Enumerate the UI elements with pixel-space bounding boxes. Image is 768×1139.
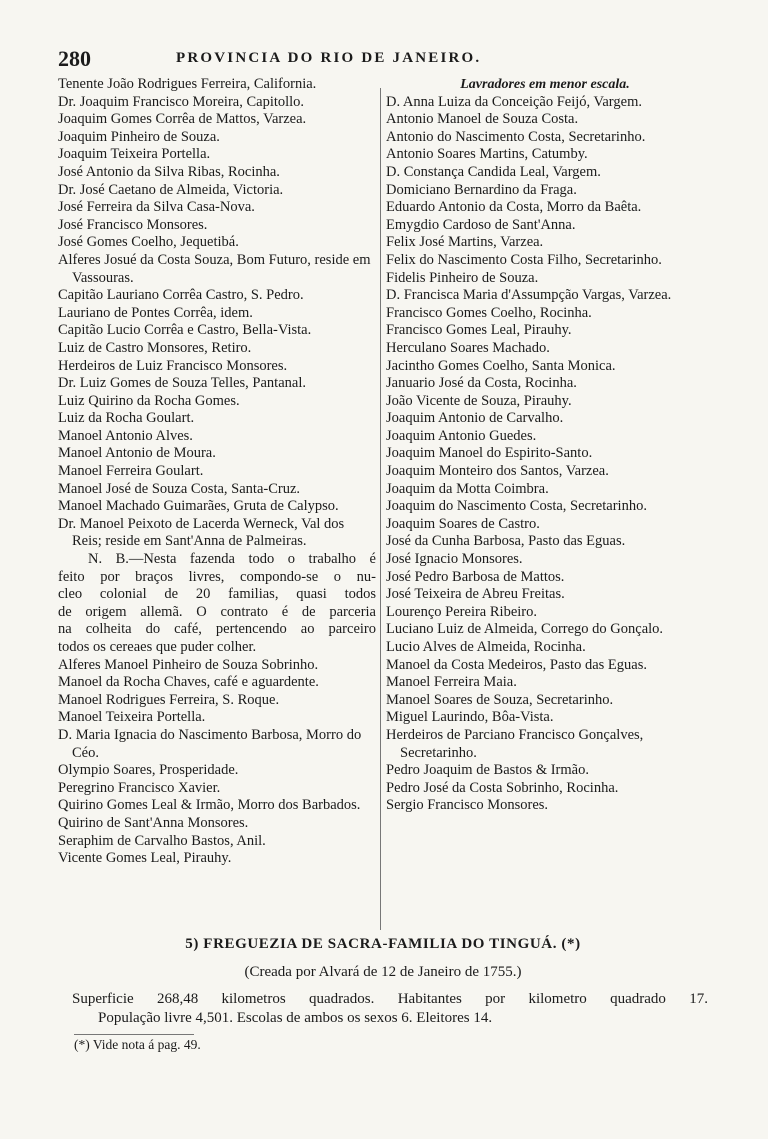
list-entry: Pedro José da Costa Sobrinho, Rocinha. (386, 779, 619, 796)
list-entry: Luiz Quirino da Rocha Gomes. (58, 392, 240, 409)
footnote-rule (74, 1034, 194, 1035)
list-entry: Alferes Josué da Costa Souza, Bom Futuro, reside em Vassouras. (58, 251, 371, 286)
list-entry: Alferes Manoel Pinheiro de Souza Sobrinho. (58, 656, 319, 673)
list-entry: José Antonio da Silva Ribas, Rocinha. (58, 163, 280, 180)
list-entry: Antonio do Nascimento Costa, Secretarinho. (386, 128, 646, 145)
nb-note-rest (58, 569, 376, 657)
list-entry: Felix José Martins, Varzea. (386, 234, 544, 251)
list-entry: Joaquim do Nascimento Costa, Secretarinho. (386, 498, 647, 515)
list-entry: Tenente João Rodrigues Ferreira, California. (58, 76, 317, 92)
list-entry: Joaquim Soares de Castro. (386, 515, 540, 532)
list-entry: Januario José da Costa, Rocinha. (386, 375, 577, 392)
list-entry: Dr. Luiz Gomes de Souza Telles, Pantanal. (58, 375, 306, 392)
creation-note: (Creada por Alvará de 12 de Janeiro de 1755.) (244, 964, 522, 980)
list-entry: Joaquim Gomes Corrêa de Mattos, Varzea. (58, 111, 307, 128)
list-entry: Joaquim Pinheiro de Souza. (58, 128, 220, 145)
nb-line: na colheita do café, pertencendo ao parceiro (58, 621, 376, 638)
list-entry: Manoel Rodrigues Ferreira, S. Roque. (58, 691, 280, 708)
list-entry: Jacintho Gomes Coelho, Santa Monica. (386, 357, 616, 374)
list-entry: Joaquim Antonio Guedes. (386, 427, 537, 444)
section-title: 5) FREGUEZIA DE SACRA-FAMILIA DO TINGUÁ. (*) (185, 936, 581, 952)
list-entry: José Teixeira de Abreu Freitas. (386, 586, 565, 603)
stats-line: Superficie 268,48 kilometros quadrados. Habitantes por kilometro quadrado 17. (72, 991, 708, 1007)
list-entry: Sergio Francisco Monsores. (386, 797, 549, 814)
list-entry: Manoel Ferreira Goulart. (58, 463, 204, 480)
nb-line: todos os cereaes que puder colher. (58, 639, 257, 655)
list-entry: Francisco Gomes Leal, Pirauhy. (386, 322, 572, 339)
list-entry: Manoel Machado Guimarães, Gruta de Calypso. (58, 498, 339, 515)
list-entry: Manoel Ferreira Maia. (386, 674, 517, 691)
list-entry: Eduardo Antonio da Costa, Morro da Baêta. (386, 199, 642, 216)
list-entry: Miguel Laurindo, Bôa-Vista. (386, 709, 554, 726)
list-entry: D. Maria Ignacia do Nascimento Barbosa, Morro do Céo. (58, 726, 362, 761)
list-entry: Dr. Manoel Peixoto de Lacerda Werneck, Val dos Reis; reside em Sant'Anna de Palmeiras. (58, 515, 345, 550)
left-entries-a (58, 76, 376, 551)
list-entry: D. Anna Luiza da Conceição Feijó, Vargem. (386, 93, 642, 110)
list-entry: Herdeiros de Parciano Francisco Gonçalves, Secretarinho. (386, 726, 644, 761)
list-entry: Manoel José de Souza Costa, Santa-Cruz. (58, 480, 301, 497)
list-entry: João Vicente de Souza, Pirauhy. (386, 392, 572, 409)
list-entry: Luciano Luiz de Almeida, Corrego do Gonçalo. (386, 621, 664, 638)
left-column (58, 76, 376, 868)
list-entry: Olympio Soares, Prosperidade. (58, 762, 239, 779)
list-entry: Vicente Gomes Leal, Pirauhy. (58, 850, 232, 867)
list-entry: Manoel Antonio Alves. (58, 427, 193, 444)
list-entry: Dr. Joaquim Francisco Moreira, Capitollo. (58, 93, 305, 110)
list-entry: Pedro Joaquim de Bastos & Irmão. (386, 762, 589, 779)
list-entry: Lucio Alves de Almeida, Rocinha. (386, 639, 586, 655)
list-entry: José Gomes Coelho, Jequetibá. (58, 234, 239, 251)
list-entry: Capitão Lauriano Corrêa Castro, S. Pedro. (58, 287, 304, 304)
footnote: (*) Vide nota á pag. 49. (74, 1037, 201, 1052)
list-entry: Antonio Soares Martins, Catumby. (386, 146, 588, 163)
page-header (58, 46, 708, 72)
list-entry: Domiciano Bernardino da Fraga. (386, 181, 577, 198)
nb-line: cleo colonial de 20 familias, quasi todos (58, 586, 376, 603)
list-entry: José Francisco Monsores. (58, 216, 208, 233)
column-subtitle: Lavradores em menor escala. (460, 77, 630, 92)
list-entry: Lauriano de Pontes Corrêa, idem. (58, 304, 253, 321)
nb-line: feito por braços livres, compondo-se o nu- (58, 568, 376, 585)
list-entry: Manoel Antonio de Moura. (58, 445, 216, 462)
list-entry: Emygdio Cardoso de Sant'Anna. (386, 216, 576, 233)
list-entry: Fidelis Pinheiro de Souza. (386, 269, 539, 286)
list-entry: Joaquim Monteiro dos Santos, Varzea. (386, 463, 609, 480)
list-entry: Capitão Lucio Corrêa e Castro, Bella-Vista. (58, 322, 312, 339)
stats-line: População livre 4,501. Escolas de ambos os sexos 6. Eleitores 14. (98, 1010, 493, 1026)
list-entry: D. Francisca Maria d'Assumpção Vargas, Varzea. (386, 287, 672, 304)
list-entry: Joaquim da Motta Coimbra. (386, 480, 549, 497)
list-entry: Francisco Gomes Coelho, Rocinha. (386, 304, 592, 321)
list-entry: José Ferreira da Silva Casa-Nova. (58, 199, 255, 216)
nb-line: N. B.—Nesta fazenda todo o trabalho é (88, 551, 376, 568)
list-entry: D. Constança Candida Leal, Vargem. (386, 163, 601, 180)
list-entry: Lourenço Pereira Ribeiro. (386, 603, 537, 620)
list-entry: Manoel Soares de Souza, Secretarinho. (386, 691, 614, 708)
list-entry: Antonio Manoel de Souza Costa. (386, 111, 579, 128)
list-entry: Peregrino Francisco Xavier. (58, 779, 221, 796)
right-column (386, 76, 704, 815)
list-entry: José Pedro Barbosa de Mattos. (386, 568, 565, 585)
right-entries (386, 94, 704, 815)
column-divider (380, 88, 381, 930)
list-entry: Seraphim de Carvalho Bastos, Anil. (58, 832, 266, 849)
list-entry: Quirino Gomes Leal & Irmão, Morro dos Barbados. (58, 797, 361, 814)
section-stats (72, 990, 708, 1028)
list-entry: Quirino de Sant'Anna Monsores. (58, 814, 249, 831)
nb-line: de origem allemã. O contrato é de parceria (58, 603, 376, 620)
list-entry: Manoel Teixeira Portella. (58, 709, 206, 726)
page-number: 280 (58, 46, 91, 71)
list-entry: Herdeiros de Luiz Francisco Monsores. (58, 357, 288, 374)
list-entry: José da Cunha Barbosa, Pasto das Eguas. (386, 533, 626, 550)
list-entry: Joaquim Teixeira Portella. (58, 146, 211, 163)
list-entry: Luiz de Castro Monsores, Retiro. (58, 339, 252, 356)
nb-note (58, 551, 376, 569)
list-entry: Joaquim Antonio de Carvalho. (386, 410, 564, 427)
list-entry: Manoel da Rocha Chaves, café e aguardente. (58, 674, 319, 691)
list-entry: Joaquim Manoel do Espirito-Santo. (386, 445, 593, 462)
left-entries-b (58, 657, 376, 868)
list-entry: Dr. José Caetano de Almeida, Victoria. (58, 181, 284, 198)
list-entry: Manoel da Costa Medeiros, Pasto das Eguas. (386, 656, 647, 673)
list-entry: José Ignacio Monsores. (386, 551, 523, 568)
running-title: PROVINCIA DO RIO DE JANEIRO. (176, 50, 482, 66)
list-entry: Herculano Soares Machado. (386, 339, 550, 356)
list-entry: Felix do Nascimento Costa Filho, Secretarinho. (386, 251, 662, 268)
list-entry: Luiz da Rocha Goulart. (58, 410, 195, 427)
